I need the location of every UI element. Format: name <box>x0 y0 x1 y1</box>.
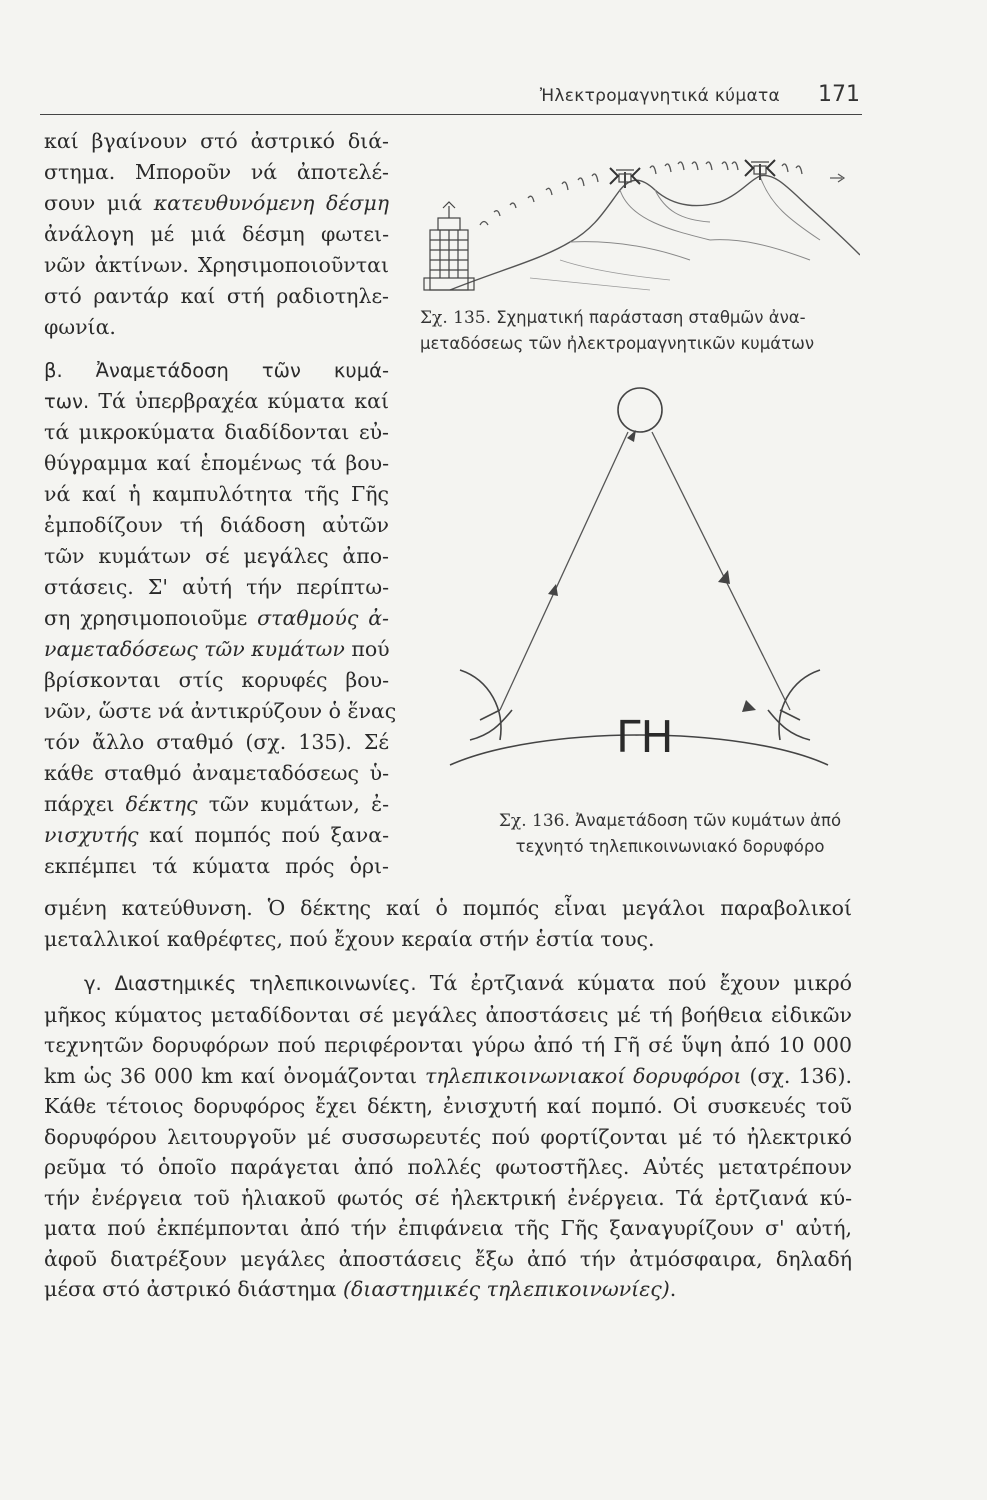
emphasis-text: νισχυτής <box>44 823 139 847</box>
text-line: θύγραμμα καί ἑπομένως τά βου- <box>44 451 389 475</box>
mountain-outline-icon <box>450 175 860 290</box>
emphasis-text: σταθμούς ἀ- <box>257 606 389 630</box>
text-line: βρίσκονται στίς κορυφές βου- <box>44 668 389 692</box>
section-b-heading-end: των. <box>44 390 90 413</box>
text-line: τά μικροκύματα διαδίδονται εὐ- <box>44 420 389 444</box>
text-line: τεχνητῶν δορυφόρων πού περιφέρονται γύρω ἀπό τή Γῆ σέ ὕψη ἀπό 10 000 <box>44 1033 852 1057</box>
text-line: ρεῦμα τό ὁποῖο παράγεται ἀπό πολλές φωτοστῆλες. Αὐτές μετατρέπουν <box>44 1155 852 1179</box>
emphasis-text: ναμεταδόσεως τῶν κυμάτων <box>44 637 345 661</box>
text-line: καί βγαίνουν στό ἀστρικό διά- <box>44 129 389 153</box>
text-line: ἐμποδίζουν τή διάδοση αὐτῶν <box>44 513 389 537</box>
full-width-paragraph-1 <box>44 893 852 954</box>
city-tower-icon <box>424 202 474 290</box>
text-line: πάρχει δέκτης τῶν κυμάτων, ἐ- <box>44 792 389 816</box>
emphasis-text: δέκτης <box>125 792 198 816</box>
emphasis-text: κατευθυνόμενη δέσμη <box>153 191 390 215</box>
text-line: ματα πού ἐκπέμπονται ἀπό τήν ἐπιφάνεια τῆς Γῆς ξαναγυρίζουν σ' αὐτή, <box>44 1216 852 1240</box>
figure-135-label: Σχ. 135. <box>420 308 491 328</box>
running-title: Ἠλεκτρομαγνητικά κύματα <box>539 86 780 106</box>
section-c-paragraph <box>44 968 852 1305</box>
text-line: στό ραντάρ καί στή ραδιοτηλε- <box>44 284 389 308</box>
text-line: km ὡς 36 000 km καί ὀνομάζονται τηλεπικοινωνιακοί δορυφόροι (σχ. 136). <box>44 1063 852 1088</box>
text-line: μεταλλικοί καθρέφτες, πού ἔχουν κεραία στήν ἑστία τους. <box>44 926 655 951</box>
earth-label: ΓΗ <box>616 712 674 763</box>
figure-136-label: Σχ. 136. <box>498 811 570 831</box>
running-header <box>40 84 862 115</box>
text-line: Κάθε τέτοιος δορυφόρος ἔχει δέκτη, ἐνισχυτή καί πομπό. Οἱ συσκευές τοῦ <box>44 1094 852 1118</box>
figure-136-caption: Σχ. 136. Ἀναμετάδοση τῶν κυμάτων ἀπό τεχνητό τηλεπικοινωνιακό δορυφόρο <box>498 811 842 856</box>
text-line: νισχυτής καί πομπός πού ξανα- <box>44 823 389 847</box>
relay-antenna-left-icon <box>610 168 640 188</box>
text-line: ση χρησιμοποιοῦμε σταθμούς ἀ- <box>44 606 389 630</box>
text-line: φωνία. <box>44 315 116 339</box>
figure-135-relay-stations <box>410 150 860 295</box>
text-line: σουν μιά κατευθυνόμενη δέσμη <box>44 191 390 215</box>
text-line: τόν ἄλλο σταθμό (σχ. 135). Σέ <box>44 730 389 754</box>
text-line: σμένη κατεύθυνση. Ὁ δέκτης καί ὁ πομπός εἶναι μεγάλοι παραβολικοί <box>44 896 852 920</box>
left-column-text <box>44 126 397 882</box>
text-line: ἀφοῦ διατρέξουν μεγάλες ἀποστάσεις ἔξω ἀπό τήν ἀτμόσφαιρα, δηλαδή <box>44 1246 852 1271</box>
uplink-beam <box>500 432 628 710</box>
text-line: τῶν κυμάτων σέ μεγάλες ἀπο- <box>44 544 389 568</box>
text-line: νά καί ἡ καμπυλότητα τῆς Γῆς <box>44 482 389 506</box>
satellite-icon <box>618 388 662 432</box>
text-line: στάσεις. Σ' αὐτή τήν περίπτω- <box>44 575 389 599</box>
text-line: γ. Διαστημικές τηλεπικοινωνίες. Τά ἐρτζιανά κύματα πού ἔχουν μικρό <box>84 971 852 995</box>
section-b-heading: β. Ἀναμετάδοση τῶν κυμά- <box>44 359 389 382</box>
emphasis-text: (διαστημικές τηλεπικοινωνίες) <box>342 1277 670 1301</box>
text-line: ἀνάλογη μέ μιά δέσμη φωτει- <box>44 222 389 246</box>
section-c-heading: γ. Διαστημικές τηλεπικοινωνίες. <box>84 972 417 995</box>
page-number: 171 <box>818 82 860 107</box>
text-line: μῆκος κύματος μεταδίδονται σέ μεγάλες ἀποστάσεις μέ τή βοήθεια εἰδικῶν <box>44 1002 852 1027</box>
text-line: στημα. Μποροῦν νά ἀποτελέ- <box>44 160 389 184</box>
text-line: τήν ἐνέργεια τοῦ ἡλιακοῦ φωτός σέ ἠλεκτρική ἐνέργεια. Τά ἐρτζιανά κύ- <box>44 1185 852 1210</box>
figure-135-caption: Σχ. 135. Σχηματική παράσταση σταθμῶν ἀνα- μεταδόσεως τῶν ἠλεκτρομαγνητικῶν κυμάτων <box>420 308 815 353</box>
text-line: νῶν, ὥστε νά ἀντικρύζουν ὁ ἕνας <box>44 699 397 723</box>
downlink-beam <box>652 432 790 710</box>
text-line: νῶν ἀκτίνων. Χρησιμοποιοῦνται <box>44 253 389 277</box>
emphasis-text: τηλεπικοινωνιακοί δορυφόροι <box>424 1063 742 1088</box>
text-line: ναμεταδόσεως τῶν κυμάτων πού <box>44 637 390 661</box>
text-line: δορυφόρου λειτουργοῦν μέ συσσωρευτές πού φορτίζονται μέ τό ἠλεκτρικό <box>44 1124 852 1149</box>
figure-136-satellite-relay <box>440 380 840 800</box>
text-line: των. Τά ὑπερβραχέα κύματα καί <box>44 389 389 413</box>
text-line: κάθε σταθμό ἀναμεταδόσεως ὑ- <box>44 761 389 785</box>
ground-dish-left-icon <box>460 670 512 740</box>
text-line: εκπέμπει τά κύματα πρός ὁρι- <box>44 854 389 878</box>
text-line: μέσα στό ἀστρικό διάστημα (διαστημικές τηλεπικοινωνίες). <box>44 1277 677 1301</box>
arrow-down-icon <box>718 570 730 584</box>
